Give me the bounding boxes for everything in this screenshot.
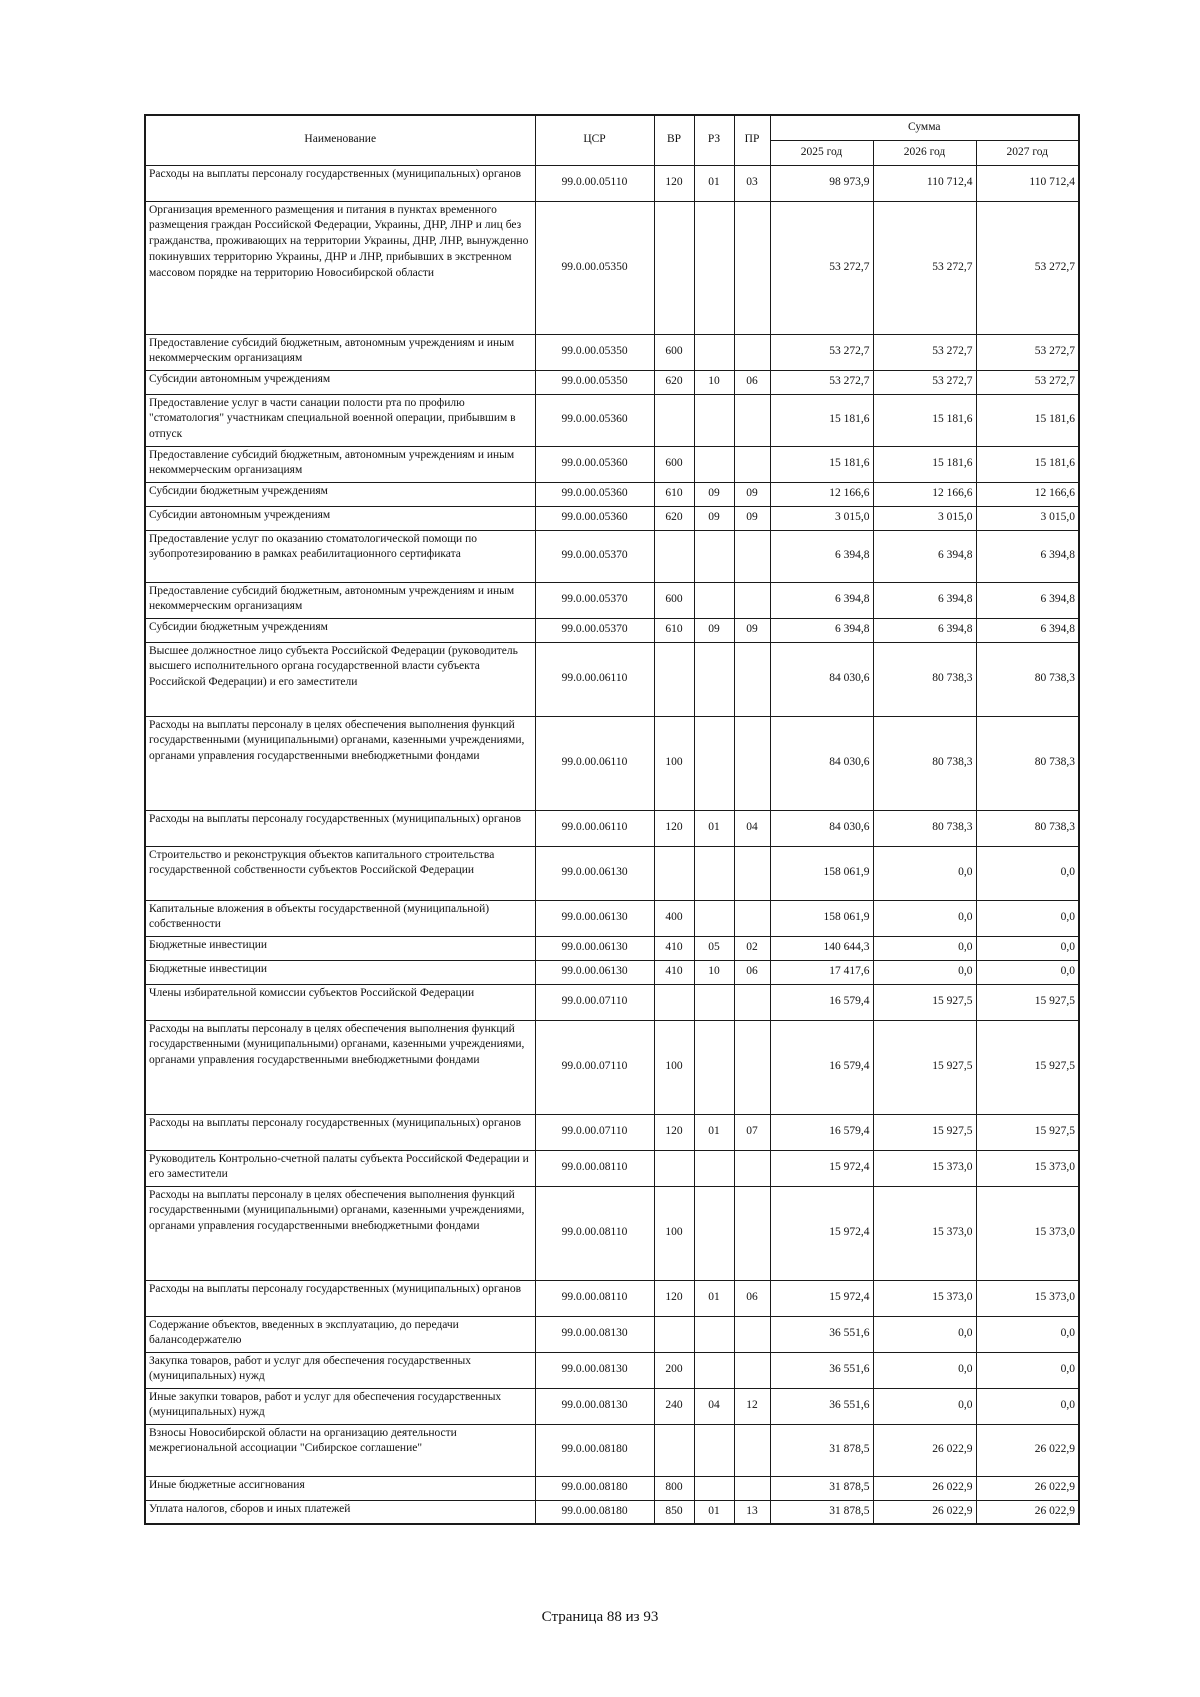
- row-csr: 99.0.00.05370: [535, 618, 654, 642]
- row-sum-2026: 0,0: [873, 846, 976, 900]
- row-pr: [734, 530, 770, 582]
- row-rz: 09: [694, 482, 734, 506]
- row-sum-2026: 80 738,3: [873, 642, 976, 716]
- row-pr: 13: [734, 1500, 770, 1524]
- row-pr: 09: [734, 618, 770, 642]
- row-sum-2026: 15 373,0: [873, 1186, 976, 1280]
- budget-table: [144, 114, 1080, 1525]
- table-row: [145, 1476, 1079, 1500]
- row-vr: 800: [654, 1476, 694, 1500]
- row-pr: 06: [734, 1280, 770, 1316]
- row-csr: 99.0.00.06110: [535, 642, 654, 716]
- row-csr: 99.0.00.05360: [535, 446, 654, 482]
- row-sum-2026: 80 738,3: [873, 716, 976, 810]
- row-name: Расходы на выплаты персоналу государственных (муниципальных) органов: [145, 165, 535, 201]
- header-csr: ЦСР: [535, 115, 654, 165]
- row-csr: 99.0.00.06130: [535, 960, 654, 984]
- row-csr: 99.0.00.05350: [535, 370, 654, 394]
- row-pr: [734, 446, 770, 482]
- row-pr: 02: [734, 936, 770, 960]
- row-rz: [694, 846, 734, 900]
- row-sum-2027: 15 373,0: [976, 1186, 1079, 1280]
- row-name: Строительство и реконструкция объектов капитального строительства государственной собственности субъектов Российской Федерации: [145, 846, 535, 900]
- row-pr: 03: [734, 165, 770, 201]
- row-sum-2026: 15 927,5: [873, 1020, 976, 1114]
- row-pr: 09: [734, 506, 770, 530]
- row-vr: 100: [654, 716, 694, 810]
- table-row: [145, 810, 1079, 846]
- row-pr: [734, 1186, 770, 1280]
- row-sum-2027: 26 022,9: [976, 1500, 1079, 1524]
- row-sum-2027: 3 015,0: [976, 506, 1079, 530]
- row-name: Члены избирательной комиссии субъектов Российской Федерации: [145, 984, 535, 1020]
- row-sum-2026: 6 394,8: [873, 618, 976, 642]
- row-sum-2027: 6 394,8: [976, 618, 1079, 642]
- row-name: Предоставление услуг в части санации полости рта по профилю "стоматология" участникам специальной военной операции, прибывшим в отпуск: [145, 394, 535, 446]
- table-row: [145, 984, 1079, 1020]
- row-csr: 99.0.00.07110: [535, 1020, 654, 1114]
- row-sum-2026: 0,0: [873, 900, 976, 936]
- row-pr: [734, 201, 770, 334]
- row-vr: 610: [654, 482, 694, 506]
- row-vr: 410: [654, 960, 694, 984]
- table-row: [145, 1424, 1079, 1476]
- row-sum-2025: 84 030,6: [770, 642, 873, 716]
- table-row: [145, 960, 1079, 984]
- row-sum-2027: 0,0: [976, 936, 1079, 960]
- row-name: Расходы на выплаты персоналу государственных (муниципальных) органов: [145, 1280, 535, 1316]
- row-sum-2026: 15 181,6: [873, 394, 976, 446]
- row-sum-2025: 98 973,9: [770, 165, 873, 201]
- row-csr: 99.0.00.05360: [535, 506, 654, 530]
- row-rz: 04: [694, 1388, 734, 1424]
- row-sum-2027: 15 927,5: [976, 1020, 1079, 1114]
- table-row: [145, 201, 1079, 334]
- row-sum-2027: 15 181,6: [976, 394, 1079, 446]
- row-vr: 120: [654, 810, 694, 846]
- row-sum-2025: 6 394,8: [770, 618, 873, 642]
- row-csr: 99.0.00.06130: [535, 936, 654, 960]
- row-sum-2026: 26 022,9: [873, 1476, 976, 1500]
- row-sum-2027: 53 272,7: [976, 201, 1079, 334]
- row-sum-2026: 0,0: [873, 936, 976, 960]
- row-sum-2027: 15 927,5: [976, 1114, 1079, 1150]
- row-vr: [654, 984, 694, 1020]
- row-sum-2027: 26 022,9: [976, 1476, 1079, 1500]
- row-pr: [734, 846, 770, 900]
- row-name: Субсидии автономным учреждениям: [145, 370, 535, 394]
- row-sum-2025: 3 015,0: [770, 506, 873, 530]
- table-row: [145, 1150, 1079, 1186]
- row-sum-2026: 15 373,0: [873, 1280, 976, 1316]
- row-sum-2025: 36 551,6: [770, 1352, 873, 1388]
- row-pr: [734, 1020, 770, 1114]
- row-vr: 600: [654, 334, 694, 370]
- table-header: [145, 115, 1079, 165]
- header-rz: РЗ: [694, 115, 734, 165]
- row-sum-2026: 53 272,7: [873, 370, 976, 394]
- row-sum-2027: 6 394,8: [976, 530, 1079, 582]
- table-row: [145, 846, 1079, 900]
- row-csr: 99.0.00.06130: [535, 846, 654, 900]
- row-sum-2026: 53 272,7: [873, 201, 976, 334]
- row-name: Предоставление субсидий бюджетным, автономным учреждениям и иным некоммерческим организациям: [145, 446, 535, 482]
- row-sum-2025: 84 030,6: [770, 810, 873, 846]
- table-row: [145, 1280, 1079, 1316]
- row-pr: [734, 1476, 770, 1500]
- row-sum-2025: 6 394,8: [770, 582, 873, 618]
- row-csr: 99.0.00.07110: [535, 1114, 654, 1150]
- header-name: Наименование: [145, 115, 535, 165]
- row-rz: [694, 900, 734, 936]
- row-csr: 99.0.00.08110: [535, 1186, 654, 1280]
- row-csr: 99.0.00.05370: [535, 582, 654, 618]
- row-vr: 620: [654, 370, 694, 394]
- row-sum-2027: 12 166,6: [976, 482, 1079, 506]
- row-name: Расходы на выплаты персоналу в целях обеспечения выполнения функций государственными (муниципальными) органами, казенными учреждениями, органами управления государственными внебюджетными фондами: [145, 1020, 535, 1114]
- row-sum-2027: 15 373,0: [976, 1280, 1079, 1316]
- row-sum-2025: 31 878,5: [770, 1424, 873, 1476]
- row-name: Расходы на выплаты персоналу государственных (муниципальных) органов: [145, 1114, 535, 1150]
- row-csr: 99.0.00.05360: [535, 482, 654, 506]
- table-row: [145, 165, 1079, 201]
- row-rz: [694, 1424, 734, 1476]
- row-name: Высшее должностное лицо субъекта Российской Федерации (руководитель высшего исполнительного органа государственной власти субъекта Российской Федерации) и его заместители: [145, 642, 535, 716]
- row-sum-2027: 80 738,3: [976, 642, 1079, 716]
- row-pr: [734, 1150, 770, 1186]
- row-rz: [694, 334, 734, 370]
- row-vr: 200: [654, 1352, 694, 1388]
- row-vr: 620: [654, 506, 694, 530]
- row-pr: 09: [734, 482, 770, 506]
- row-sum-2025: 17 417,6: [770, 960, 873, 984]
- row-pr: 04: [734, 810, 770, 846]
- row-sum-2026: 6 394,8: [873, 582, 976, 618]
- row-vr: [654, 846, 694, 900]
- row-rz: [694, 394, 734, 446]
- row-pr: [734, 900, 770, 936]
- row-pr: [734, 984, 770, 1020]
- row-name: Уплата налогов, сборов и иных платежей: [145, 1500, 535, 1524]
- row-sum-2025: 84 030,6: [770, 716, 873, 810]
- row-name: Расходы на выплаты персоналу государственных (муниципальных) органов: [145, 810, 535, 846]
- table-row: [145, 482, 1079, 506]
- row-rz: 09: [694, 618, 734, 642]
- row-sum-2027: 26 022,9: [976, 1424, 1079, 1476]
- row-sum-2025: 158 061,9: [770, 846, 873, 900]
- table-row: [145, 642, 1079, 716]
- row-name: Предоставление субсидий бюджетным, автономным учреждениям и иным некоммерческим организациям: [145, 582, 535, 618]
- table-row: [145, 1388, 1079, 1424]
- row-vr: 600: [654, 446, 694, 482]
- header-year-2025: 2025 год: [770, 140, 873, 165]
- row-rz: [694, 1186, 734, 1280]
- row-vr: 120: [654, 1280, 694, 1316]
- row-pr: 12: [734, 1388, 770, 1424]
- row-sum-2027: 0,0: [976, 1316, 1079, 1352]
- row-sum-2025: 16 579,4: [770, 1020, 873, 1114]
- row-sum-2025: 53 272,7: [770, 201, 873, 334]
- row-csr: 99.0.00.06110: [535, 716, 654, 810]
- row-name: Расходы на выплаты персоналу в целях обеспечения выполнения функций государственными (муниципальными) органами, казенными учреждениями, органами управления государственными внебюджетными фондами: [145, 716, 535, 810]
- row-name: Субсидии бюджетным учреждениям: [145, 618, 535, 642]
- row-vr: 120: [654, 165, 694, 201]
- row-name: Организация временного размещения и питания в пунктах временного размещения граждан Российской Федерации, Украины, ДНР, ЛНР и лиц без гражданства, проживающих на территории Украины, ДНР, ЛНР, вынужденно покинувших территорию Украины, ДНР и ЛНР, прибывших в экстренном массовом порядке на территорию Новосибирской области: [145, 201, 535, 334]
- row-vr: [654, 201, 694, 334]
- table-row: [145, 530, 1079, 582]
- row-vr: 240: [654, 1388, 694, 1424]
- row-sum-2027: 0,0: [976, 960, 1079, 984]
- page-number: Страница 88 из 93: [541, 1609, 659, 1625]
- header-vr: ВР: [654, 115, 694, 165]
- table-row: [145, 1020, 1079, 1114]
- row-sum-2027: 0,0: [976, 1352, 1079, 1388]
- row-vr: [654, 642, 694, 716]
- row-rz: [694, 984, 734, 1020]
- document-page: [144, 114, 1078, 1525]
- row-sum-2026: 3 015,0: [873, 506, 976, 530]
- row-pr: [734, 716, 770, 810]
- row-vr: 410: [654, 936, 694, 960]
- row-vr: 600: [654, 582, 694, 618]
- row-pr: 07: [734, 1114, 770, 1150]
- row-sum-2027: 0,0: [976, 1388, 1079, 1424]
- row-name: Содержание объектов, введенных в эксплуатацию, до передачи балансодержателю: [145, 1316, 535, 1352]
- table-body: [145, 165, 1079, 1524]
- row-name: Расходы на выплаты персоналу в целях обеспечения выполнения функций государственными (муниципальными) органами, казенными учреждениями, органами управления государственными внебюджетными фондами: [145, 1186, 535, 1280]
- row-sum-2027: 110 712,4: [976, 165, 1079, 201]
- row-sum-2025: 6 394,8: [770, 530, 873, 582]
- row-csr: 99.0.00.08110: [535, 1150, 654, 1186]
- row-rz: 01: [694, 1114, 734, 1150]
- row-name: Руководитель Контрольно-счетной палаты субъекта Российской Федерации и его заместители: [145, 1150, 535, 1186]
- row-sum-2027: 15 373,0: [976, 1150, 1079, 1186]
- table-row: [145, 1186, 1079, 1280]
- row-rz: [694, 446, 734, 482]
- row-sum-2025: 15 181,6: [770, 394, 873, 446]
- row-rz: [694, 1316, 734, 1352]
- row-vr: [654, 394, 694, 446]
- table-row: [145, 1352, 1079, 1388]
- row-name: Бюджетные инвестиции: [145, 936, 535, 960]
- row-vr: 100: [654, 1186, 694, 1280]
- row-sum-2025: 15 972,4: [770, 1150, 873, 1186]
- row-sum-2027: 53 272,7: [976, 370, 1079, 394]
- row-rz: 01: [694, 1500, 734, 1524]
- table-row: [145, 1316, 1079, 1352]
- row-csr: 99.0.00.05350: [535, 334, 654, 370]
- row-sum-2025: 53 272,7: [770, 334, 873, 370]
- table-row: [145, 334, 1079, 370]
- row-csr: 99.0.00.08180: [535, 1424, 654, 1476]
- row-pr: [734, 1352, 770, 1388]
- row-rz: 09: [694, 506, 734, 530]
- row-name: Бюджетные инвестиции: [145, 960, 535, 984]
- row-pr: [734, 582, 770, 618]
- row-rz: [694, 530, 734, 582]
- table-row: [145, 1114, 1079, 1150]
- row-sum-2026: 6 394,8: [873, 530, 976, 582]
- row-name: Предоставление услуг по оказанию стоматологической помощи по зубопротезированию в рамках реабилитационного сертификата: [145, 530, 535, 582]
- row-sum-2026: 15 373,0: [873, 1150, 976, 1186]
- row-sum-2026: 15 927,5: [873, 984, 976, 1020]
- row-sum-2025: 140 644,3: [770, 936, 873, 960]
- table-row: [145, 506, 1079, 530]
- table-row: [145, 582, 1079, 618]
- row-sum-2025: 31 878,5: [770, 1500, 873, 1524]
- row-csr: 99.0.00.08180: [535, 1500, 654, 1524]
- row-rz: 01: [694, 1280, 734, 1316]
- row-csr: 99.0.00.05350: [535, 201, 654, 334]
- row-csr: 99.0.00.05110: [535, 165, 654, 201]
- row-sum-2025: 15 181,6: [770, 446, 873, 482]
- row-sum-2025: 53 272,7: [770, 370, 873, 394]
- row-pr: [734, 1316, 770, 1352]
- row-pr: 06: [734, 370, 770, 394]
- row-vr: 400: [654, 900, 694, 936]
- row-sum-2026: 26 022,9: [873, 1500, 976, 1524]
- row-csr: 99.0.00.06110: [535, 810, 654, 846]
- row-name: Субсидии бюджетным учреждениям: [145, 482, 535, 506]
- row-name: Капитальные вложения в объекты государственной (муниципальной) собственности: [145, 900, 535, 936]
- header-year-2027: 2027 год: [976, 140, 1079, 165]
- row-pr: [734, 334, 770, 370]
- row-csr: 99.0.00.05360: [535, 394, 654, 446]
- row-sum-2026: 12 166,6: [873, 482, 976, 506]
- row-rz: 01: [694, 165, 734, 201]
- row-rz: 01: [694, 810, 734, 846]
- row-vr: 850: [654, 1500, 694, 1524]
- row-sum-2026: 80 738,3: [873, 810, 976, 846]
- row-sum-2025: 15 972,4: [770, 1186, 873, 1280]
- table-row: [145, 446, 1079, 482]
- row-vr: 100: [654, 1020, 694, 1114]
- row-name: Закупка товаров, работ и услуг для обеспечения государственных (муниципальных) нужд: [145, 1352, 535, 1388]
- row-sum-2026: 0,0: [873, 1388, 976, 1424]
- row-sum-2027: 15 927,5: [976, 984, 1079, 1020]
- table-row: [145, 370, 1079, 394]
- row-sum-2025: 36 551,6: [770, 1316, 873, 1352]
- row-vr: [654, 1424, 694, 1476]
- row-sum-2025: 16 579,4: [770, 984, 873, 1020]
- table-row: [145, 936, 1079, 960]
- row-pr: [734, 1424, 770, 1476]
- row-name: Иные закупки товаров, работ и услуг для обеспечения государственных (муниципальных) нужд: [145, 1388, 535, 1424]
- row-sum-2027: 80 738,3: [976, 716, 1079, 810]
- header-sum: Сумма: [770, 115, 1079, 140]
- row-name: Взносы Новосибирской области на организацию деятельности межрегиональной ассоциации "Сибирское соглашение": [145, 1424, 535, 1476]
- row-rz: [694, 1352, 734, 1388]
- row-vr: 120: [654, 1114, 694, 1150]
- row-csr: 99.0.00.05370: [535, 530, 654, 582]
- row-pr: [734, 642, 770, 716]
- header-pr: ПР: [734, 115, 770, 165]
- row-vr: [654, 1316, 694, 1352]
- table-row: [145, 716, 1079, 810]
- row-csr: 99.0.00.08130: [535, 1352, 654, 1388]
- row-name: Субсидии автономным учреждениям: [145, 506, 535, 530]
- row-name: Иные бюджетные ассигнования: [145, 1476, 535, 1500]
- row-sum-2025: 36 551,6: [770, 1388, 873, 1424]
- row-sum-2025: 16 579,4: [770, 1114, 873, 1150]
- row-sum-2026: 0,0: [873, 1352, 976, 1388]
- row-sum-2026: 15 181,6: [873, 446, 976, 482]
- row-sum-2025: 12 166,6: [770, 482, 873, 506]
- row-sum-2026: 53 272,7: [873, 334, 976, 370]
- row-rz: [694, 1020, 734, 1114]
- row-sum-2026: 0,0: [873, 960, 976, 984]
- row-sum-2027: 0,0: [976, 846, 1079, 900]
- row-rz: [694, 716, 734, 810]
- row-rz: [694, 1476, 734, 1500]
- row-sum-2027: 53 272,7: [976, 334, 1079, 370]
- row-csr: 99.0.00.06130: [535, 900, 654, 936]
- row-vr: 610: [654, 618, 694, 642]
- row-rz: 05: [694, 936, 734, 960]
- row-sum-2025: 158 061,9: [770, 900, 873, 936]
- table-row: [145, 394, 1079, 446]
- row-vr: [654, 530, 694, 582]
- row-rz: [694, 642, 734, 716]
- row-csr: 99.0.00.07110: [535, 984, 654, 1020]
- row-sum-2026: 110 712,4: [873, 165, 976, 201]
- row-pr: [734, 394, 770, 446]
- table-row: [145, 618, 1079, 642]
- row-sum-2027: 15 181,6: [976, 446, 1079, 482]
- row-rz: 10: [694, 370, 734, 394]
- row-name: Предоставление субсидий бюджетным, автономным учреждениям и иным некоммерческим организациям: [145, 334, 535, 370]
- row-rz: [694, 582, 734, 618]
- row-sum-2027: 80 738,3: [976, 810, 1079, 846]
- row-csr: 99.0.00.08130: [535, 1388, 654, 1424]
- row-rz: [694, 201, 734, 334]
- row-rz: 10: [694, 960, 734, 984]
- row-csr: 99.0.00.08130: [535, 1316, 654, 1352]
- row-sum-2026: 0,0: [873, 1316, 976, 1352]
- row-csr: 99.0.00.08110: [535, 1280, 654, 1316]
- row-pr: 06: [734, 960, 770, 984]
- row-csr: 99.0.00.08180: [535, 1476, 654, 1500]
- row-sum-2025: 15 972,4: [770, 1280, 873, 1316]
- row-sum-2025: 31 878,5: [770, 1476, 873, 1500]
- table-row: [145, 1500, 1079, 1524]
- row-sum-2027: 0,0: [976, 900, 1079, 936]
- table-row: [145, 900, 1079, 936]
- row-vr: [654, 1150, 694, 1186]
- row-sum-2026: 15 927,5: [873, 1114, 976, 1150]
- row-sum-2027: 6 394,8: [976, 582, 1079, 618]
- row-rz: [694, 1150, 734, 1186]
- header-year-2026: 2026 год: [873, 140, 976, 165]
- row-sum-2026: 26 022,9: [873, 1424, 976, 1476]
